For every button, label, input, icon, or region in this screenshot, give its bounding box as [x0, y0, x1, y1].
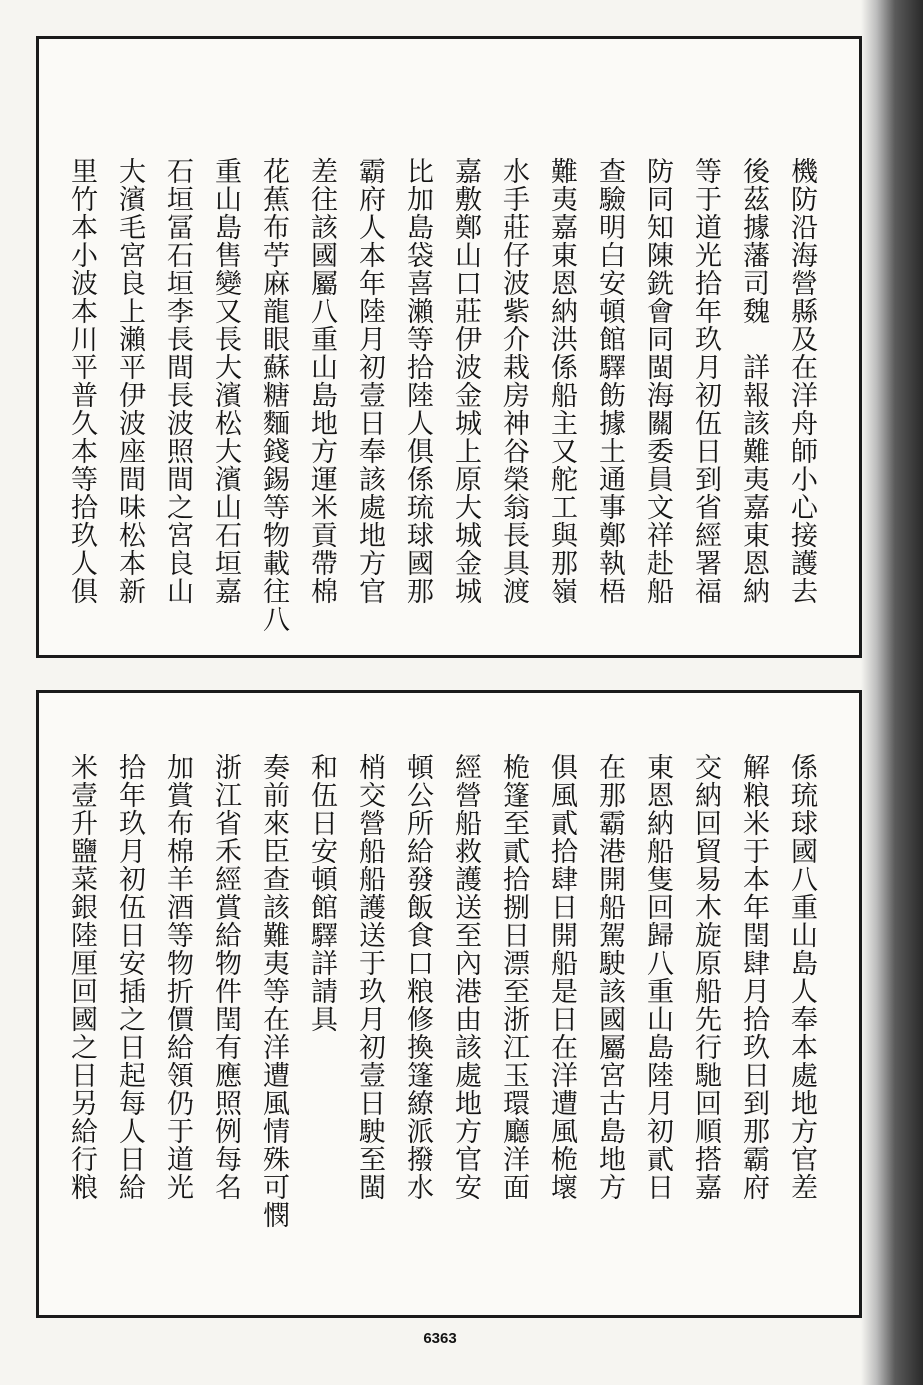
text-column: 桅篷至貳拾捌日漂至浙江玉環廳洋面 — [498, 753, 529, 1201]
text-column: 東恩納船隻回歸八重山島陸月初貳日 — [642, 753, 673, 1201]
text-column: 查驗明白安頓館驛飭據土通事鄭執梧 — [594, 157, 625, 605]
page-number: 6363 — [423, 1330, 457, 1347]
text-column: 差往該國屬八重山島地方運米貢帶棉 — [306, 157, 337, 605]
text-column: 奏前來臣查該難夷等在洋遭風情殊可憫 — [258, 753, 289, 1229]
text-column: 水手莊仔波紫介栽房神谷榮翁長具渡 — [498, 157, 529, 605]
text-column: 加賞布棉羊酒等物折價給領仍于道光 — [162, 753, 193, 1201]
bottom-text-panel — [36, 690, 862, 1318]
text-column: 霸府人本年陸月初壹日奉該處地方官 — [354, 157, 385, 605]
text-column: 等于道光拾年玖月初伍日到省經署福 — [690, 157, 721, 605]
text-column: 防同知陳銑會同閩海關委員文祥赴船 — [642, 157, 673, 605]
book-gutter-shadow — [861, 0, 923, 1385]
text-column: 石垣冨石垣李長間長波照間之宮良山 — [162, 157, 193, 605]
text-column: 嘉敷鄭山口莊伊波金城上原大城金城 — [450, 157, 481, 605]
text-column: 拾年玖月初伍日安插之日起每人日給 — [114, 753, 145, 1201]
top-text-panel — [36, 36, 862, 658]
text-column: 解粮米于本年閏肆月拾玖日到那霸府 — [738, 753, 769, 1201]
text-column: 和伍日安頓館驛詳請具 — [306, 753, 337, 1033]
text-column: 俱風貳拾肆日開船是日在洋遭風桅壞 — [546, 753, 577, 1201]
text-column: 在那霸港開船駕駛該國屬宮古島地方 — [594, 753, 625, 1201]
text-column: 比加島袋喜瀨等拾陸人俱係琉球國那 — [402, 157, 433, 605]
text-column: 米壹升鹽菜銀陸厘回國之日另給行粮 — [66, 753, 97, 1201]
text-column: 交納回貿易木旋原船先行馳回順搭嘉 — [690, 753, 721, 1201]
text-column: 頓公所給發飯食口粮修換篷繚派撥水 — [402, 753, 433, 1201]
text-column: 重山島售變又長大濱松大濱山石垣嘉 — [210, 157, 241, 605]
text-column: 梢交營船船護送于玖月初壹日駛至閩 — [354, 753, 385, 1201]
text-column: 機防沿海營縣及在洋舟師小心接護去 — [786, 157, 817, 605]
text-column: 難夷嘉東恩納洪係船主又舵工與那嶺 — [546, 157, 577, 605]
text-column: 浙江省禾經賞給物件閏有應照例每名 — [210, 753, 241, 1201]
text-column: 經營船救護送至內港由該處地方官安 — [450, 753, 481, 1201]
text-column: 係琉球國八重山島人奉本處地方官差 — [786, 753, 817, 1201]
text-column: 花蕉布苧麻龍眼蘇糖麵錢錫等物載往八 — [258, 157, 289, 633]
text-column: 大濱毛宮良上瀨平伊波座間味松本新 — [114, 157, 145, 605]
text-column: 里竹本小波本川平普久本等拾玖人俱 — [66, 157, 97, 605]
text-column: 後茲據藩司魏 詳報該難夷嘉東恩納 — [738, 157, 769, 605]
